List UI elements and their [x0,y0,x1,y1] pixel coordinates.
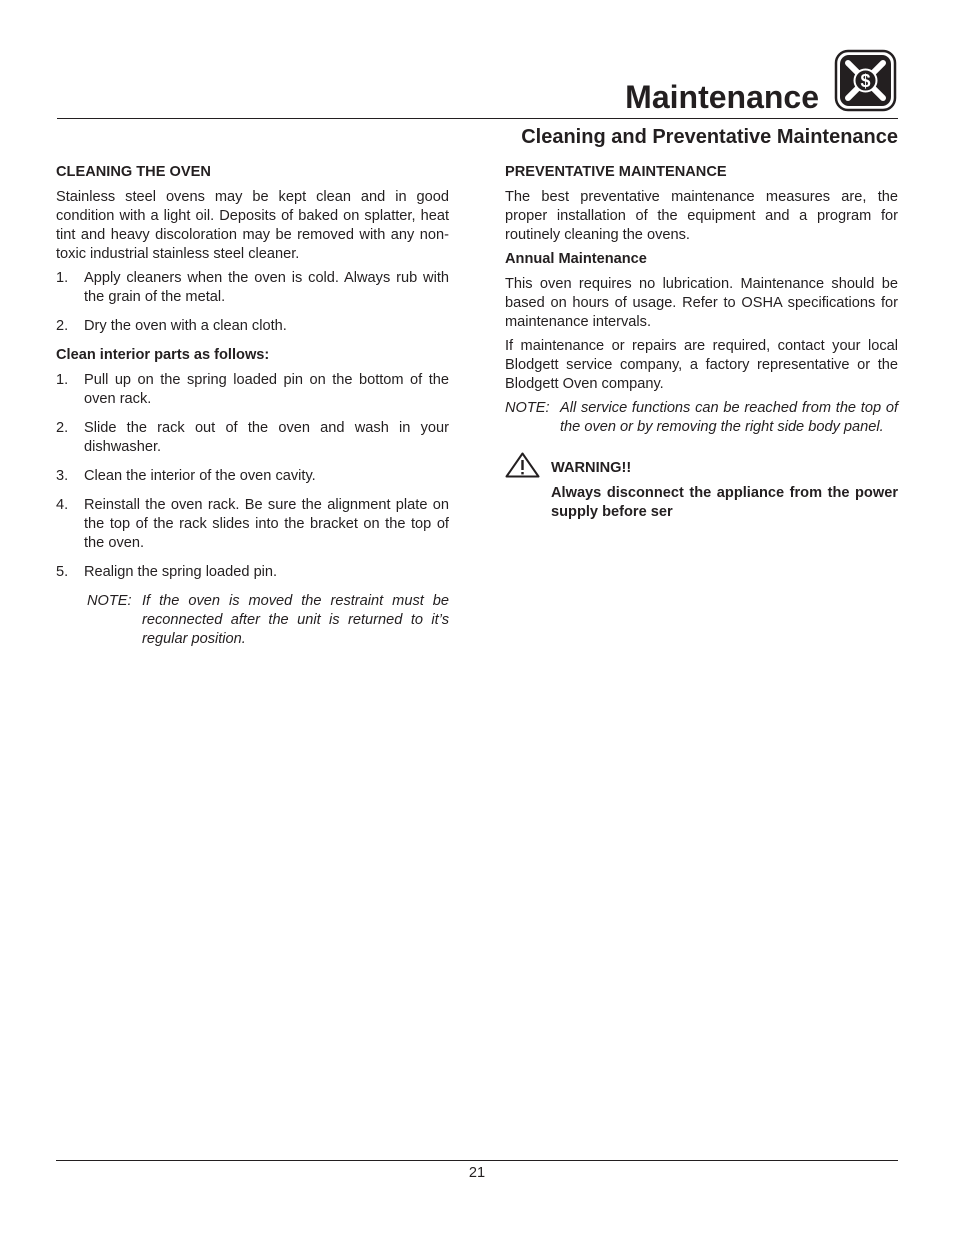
cleaning-steps [56,269,449,336]
note-text: All service functions can be reached from the top of the oven or by removing the right side body panel. [560,400,898,435]
preventative-intro: The best preventative maintenance measures are, the proper installation of the equipment and a program for routinely cleaning the ovens. [505,189,898,243]
cleaning-heading: CLEANING THE OVEN [56,164,211,180]
note-text: If the oven is moved the restraint must be reconnected after the unit is returned to it’s regular position. [142,593,449,647]
note-label: NOTE: [87,593,132,609]
list-item: 4. Reinstall the oven rack. Be sure the alignment plate on the top of the rack slides into the bracket on the top of the oven. [56,497,449,551]
annual-text: This oven requires no lubrication. Maintenance should be based on hours of usage. Refer to OSHA specifications for maintenance intervals. [505,276,898,330]
service-note [505,399,898,437]
svg-text:$: $ [860,71,871,91]
page-title: Maintenance [625,79,819,115]
interior-heading: Clean interior parts as follows: [56,347,270,363]
preventative-heading: PREVENTATIVE MAINTENANCE [505,164,727,180]
list-item: 2. Dry the oven with a clean cloth. [56,318,287,334]
section-title: Cleaning and Preventative Maintenance [521,126,898,148]
left-column [56,163,449,654]
list-item: 2. Slide the rack out of the oven and wash in your dishwasher. [56,420,449,455]
interior-steps [56,371,449,582]
list-item: 1. Apply cleaners when the oven is cold. Always rub with the grain of the metal. [56,270,449,305]
note-label: NOTE: [505,400,550,416]
page-number: 21 [468,1165,486,1181]
header-rule [57,118,898,119]
repairs-text: If maintenance or repairs are required, contact your local Blodgett service company, a factory representative or the Blodgett Oven company. [505,338,898,392]
restraint-note [87,592,449,649]
warning-text: Always disconnect the appliance from the power supply before ser [551,485,898,520]
list-item: 5. Realign the spring loaded pin. [56,564,278,580]
list-item: 1. Pull up on the spring loaded pin on the bottom of the oven rack. [56,372,449,407]
maintenance-tools-icon [834,49,897,112]
warning-triangle-icon [505,452,540,478]
list-item: 3. Clean the interior of the oven cavity. [56,468,316,484]
footer-rule [56,1160,898,1161]
annual-heading: Annual Maintenance [505,251,647,267]
warning-block [505,452,898,478]
warning-label: WARNING!! [551,460,632,476]
right-column [505,163,898,522]
cleaning-intro: Stainless steel ovens may be kept clean and in good condition with a light oil. Deposits of baked on splatter, heat tint and heavy discoloration may be removed with any non-toxic industrial stainless steel cleaner. [56,189,449,262]
